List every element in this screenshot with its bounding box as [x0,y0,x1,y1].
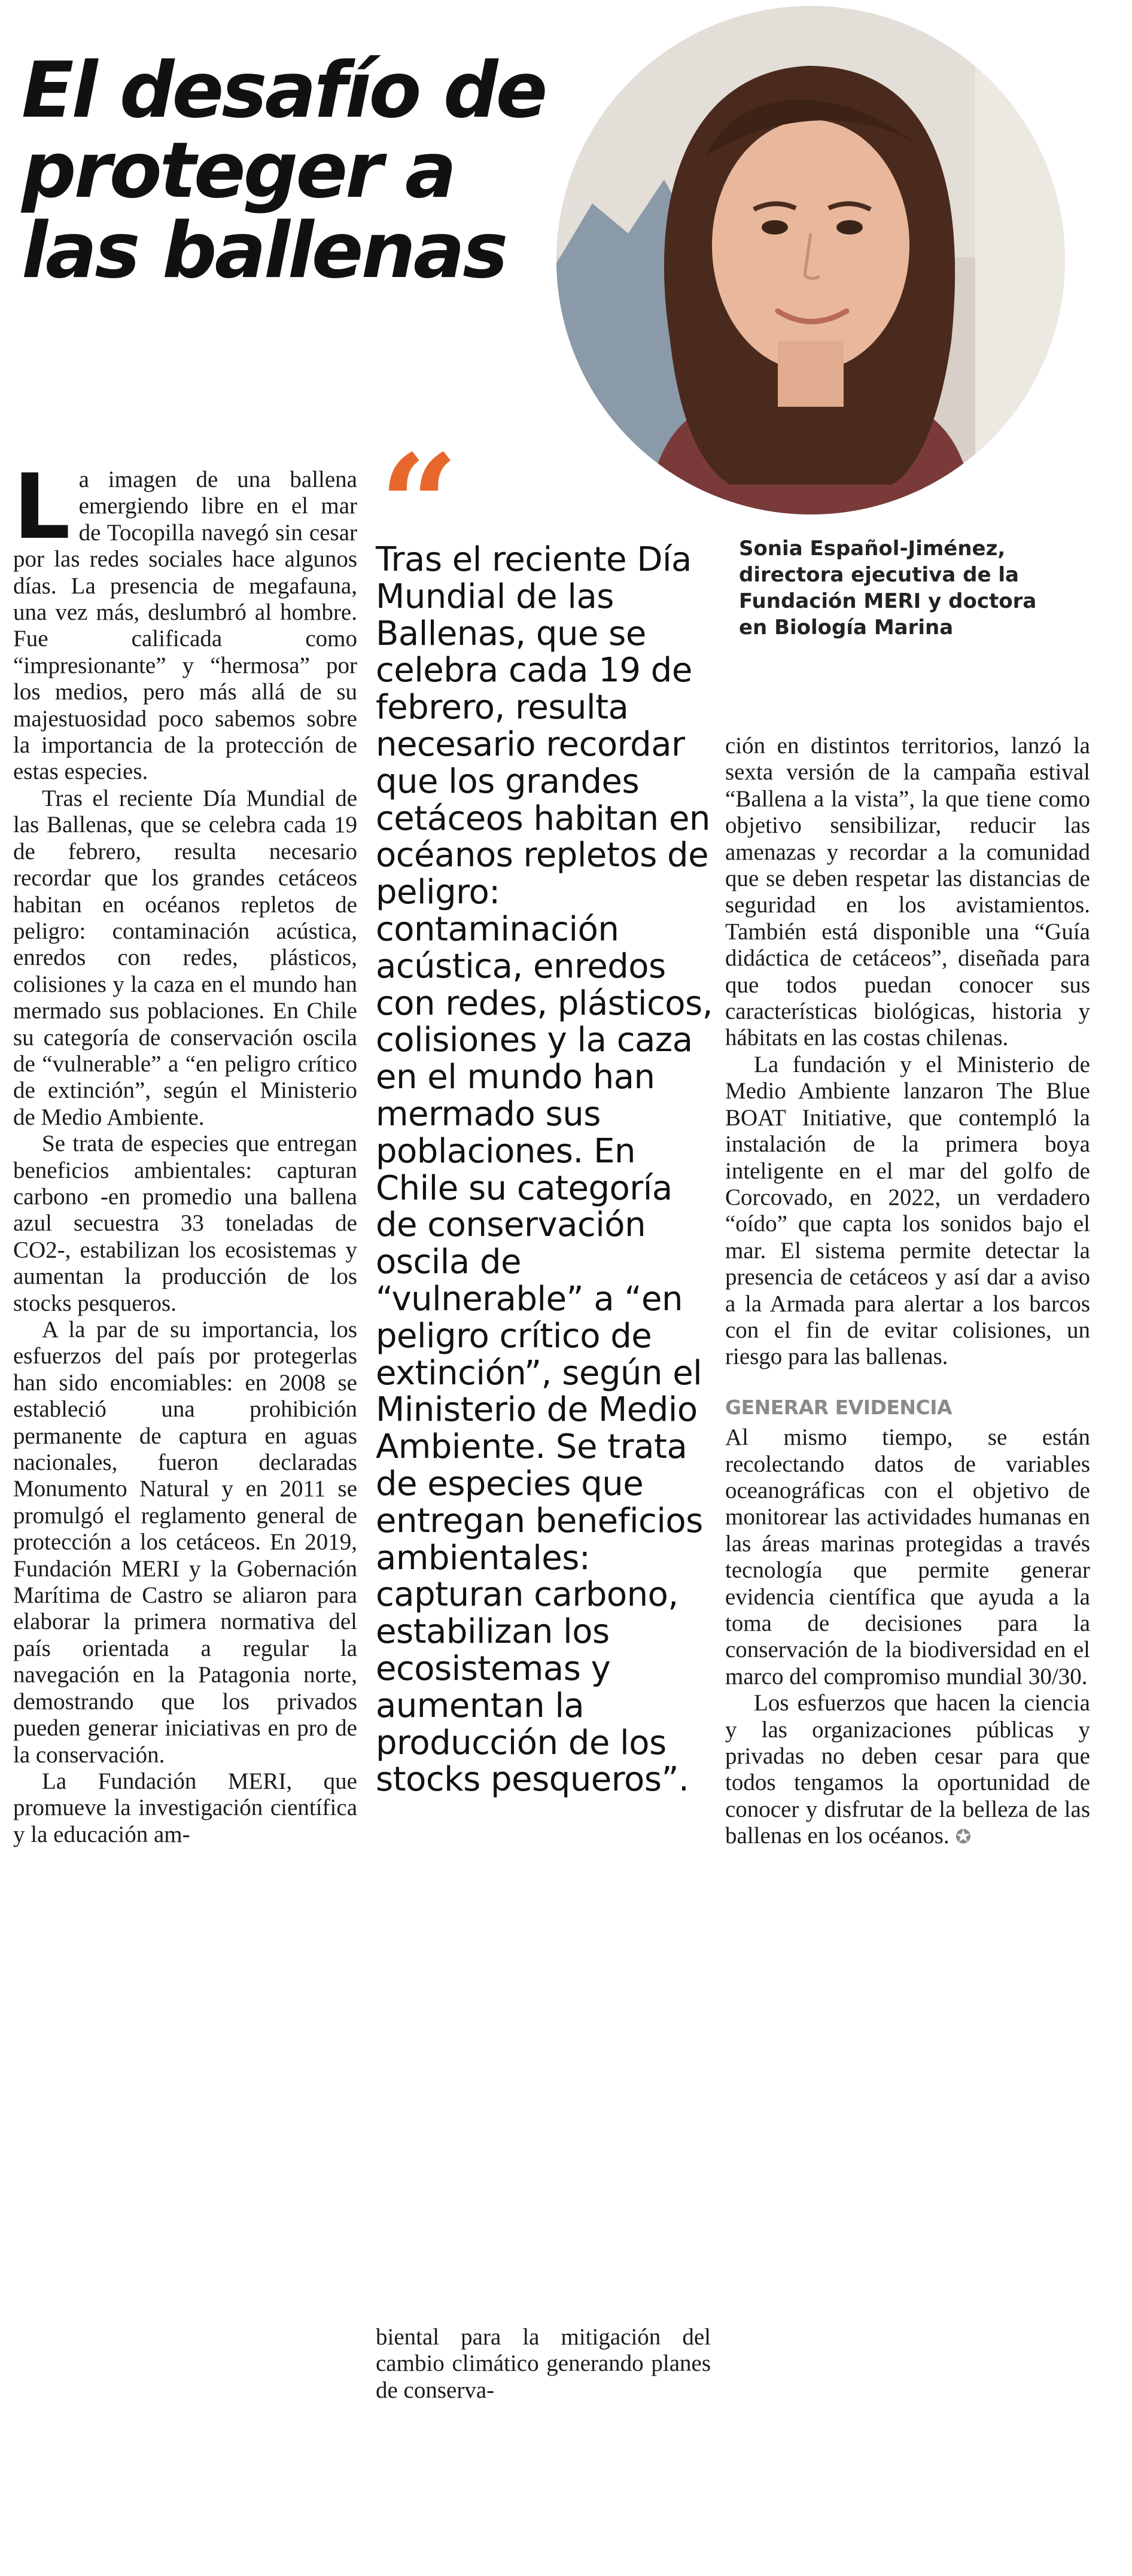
paragraph [13,455,357,785]
paragraph: Al mismo tiempo, se están recolectando datos de variables oceanográficas con el objetivo de monitorear las actividades humanas en las áreas marinas protegidas a través tecnología que permite generar evidencia científica que ayuda a la toma de decisiones para la conservación de la biodiversidad en el marco del compromiso mundial 30/30. [725,1424,1090,1689]
caption-line-3: Fundación MERI y doctora [739,589,1037,613]
caption-line-2: directora ejecutiva de la [739,563,1019,587]
paragraph [725,1690,1090,1850]
paragraph: Tras el reciente Día Mundial de las Ballenas, que se celebra cada 19 de febrero, resulta necesario recordar que los grandes cetáceos habitan en océanos repletos de peligro: contaminación acústica, enredos con redes, plásticos, colisiones y la caza en el mundo han mermado sus poblaciones. En Chile su categoría de conservación oscila de “vulnerable” a “en peligro crítico de extinción”, según el Ministerio de Medio Ambiente. [13,785,357,1130]
paragraph: La fundación y el Ministerio de Medio Ambiente lanzaron The Blue BOAT Initiative, que contempló la instalación de la primera boya inteligente en el mar del golfo de Corcovado, en 2022, un verdadero “oído” que capta los sonidos bajo el mar. El sistema permite detectar la presencia de cetáceos y así dar a aviso a la Armada para alertar a los barcos con el fin de evitar colisiones, un riesgo para las ballenas. [725,1051,1090,1370]
paragraph: Se trata de especies que entregan beneficios ambientales: capturan carbono -en promedio una ballena azul secuestra 33 toneladas de CO2-, estabilizan los ecosistemas y aumentan la producción de los stocks pesqueros. [13,1131,357,1316]
headline-line-1: El desafío de [22,46,546,135]
author-portrait [556,6,1065,514]
headline-line-3: las ballenas [22,206,506,296]
article-column-3 [725,733,1090,1850]
paragraph: La Fundación MERI, que promueve la investigación científica y la educación am- [13,1768,357,1847]
caption-line-4: en Biología Marina [739,616,954,640]
photo-caption [739,535,1086,641]
headline-line-2: proteger a [22,126,455,215]
quote-mark-icon: “ [379,425,453,586]
article-column-2-continuation [376,2324,711,2404]
paragraph: biental para la mitigación del cambio climático generando planes de conserva- [376,2324,711,2403]
article-column-1 [13,455,357,1848]
caption-line-1: Sonia Español-Jiménez, [739,537,1006,561]
drop-cap: L [13,455,71,559]
section-subheading: GENERAR EVIDENCIA [725,1395,953,1419]
portrait-illustration [556,6,1065,514]
article-headline [22,46,560,296]
pull-quote [372,425,713,1799]
paragraph-text: a imagen de una ballena emergiendo libre en el mar de Tocopilla navegó sin cesar por las redes sociales hace algunos días. La presencia de megafauna, una vez más, deslumbró al hombre. Fue calificada como “impresionante” y “hermosa” por los medios, pero más allá de su majestuosidad poco sabemos sobre la importancia de la protección de estas especies. [13,467,357,785]
paragraph: ción en distintos territorios, lanzó la sexta versión de la campaña estival “Ballena a la vista”, la que tiene como objetivo sensibilizar, reducir las amenazas y recordar a la comunidad que se deben respetar las distancias de seguridad en los avistamientos. También está disponible una “Guía didáctica de cetáceos”, diseñada para que todos puedan conocer sus características biológicas, historia y hábitats en las costas chilenas. [725,733,1090,1051]
end-mark-icon: ✪ [955,1826,972,1848]
paragraph: A la par de su importancia, los esfuerzos del país por protegerlas han sido encomiables: en 2008 se estableció una prohibición permanente de captura en aguas nacionales, fueron declaradas Monumento Natural y en 2011 se promulgó el reglamento general de protección a los cetáceos. En 2019, Fundación MERI y la Gobernación Marítima de Castro se aliaron para elaborar la primera normativa del país orientada a regular la navegación en la Patagonia norte, demostrando que los privados pueden generar iniciativas en pro de la conservación. [13,1317,357,1768]
pull-quote-text: Tras el reciente Día Mundial de las Ballenas, que se celebra cada 19 de febrero, resulta necesario recordar que los grandes cetáceos habitan en océanos repletos de peligro: contaminación acústica, enredos con redes, plásticos, colisiones y la caza en el mundo han mermado sus poblaciones. En Chile su categoría de conservación oscila de “vulnerable” a “en peligro crítico de extinción”, según el Ministerio de Medio Ambiente. Se trata de especies que entregan beneficios ambientales: capturan carbono, estabilizan los ecosistemas y aumentan la producción de los stocks pesqueros”. [376,540,713,1799]
paragraph-text: Los esfuerzos que hacen la ciencia y las organizaciones públicas y privadas no deben cesar para que todos tengamos la oportunidad de conocer y disfrutar de la belleza de las ballenas en los océanos. [725,1690,1090,1849]
